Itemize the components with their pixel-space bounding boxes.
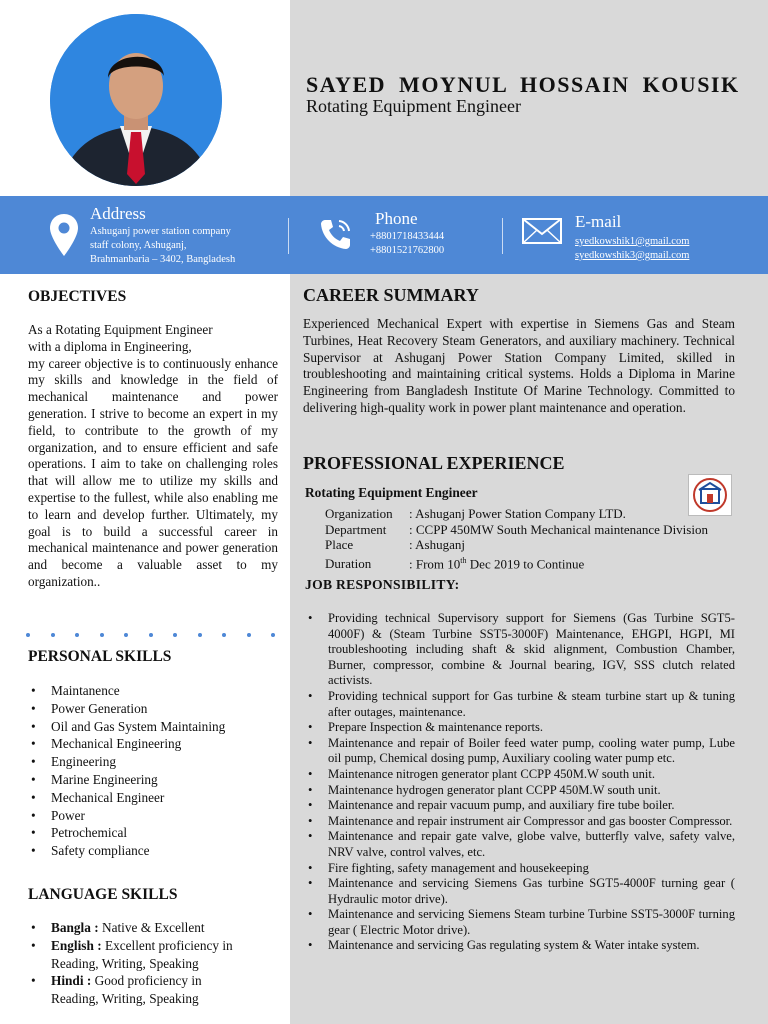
detail-key: Department	[325, 521, 387, 537]
skill-item: • Mechanical Engineer	[28, 789, 283, 807]
skill-item: • Maintanence	[28, 682, 283, 700]
objectives-heading: OBJECTIVES	[28, 288, 127, 305]
responsibility-item: • Maintenance and servicing Siemens Steam turbine Turbine SST5-3000F turning gear ( Electric Motor drive).	[303, 907, 735, 938]
language-name: Hindi :	[51, 973, 92, 989]
personal-skills-heading: PERSONAL SKILLS	[28, 648, 172, 665]
email-label: E-mail	[575, 212, 622, 231]
objectives-line: As a Rotating Equipment Engineer	[28, 322, 213, 337]
email-link[interactable]: syedkowshik1@gmail.com	[575, 236, 690, 247]
skill-item: • Oil and Gas System Maintaining	[28, 718, 283, 736]
language-level-detail: Reading, Writing, Speaking	[51, 955, 199, 971]
language-item	[28, 937, 283, 973]
phone-label: Phone	[375, 209, 418, 228]
responsibility-item: • Maintenance and repair vacuum pump, and auxiliary fire tube boiler.	[303, 798, 735, 814]
detail-key: Organization	[325, 506, 393, 521]
responsibility-item: • Maintenance and repair of Boiler feed water pump, cooling water pump, Lube oil pump, Chemical dosing pump, Auxiliary cooling water pump etc.	[303, 736, 735, 767]
envelope-icon	[522, 218, 562, 244]
responsibility-item: • Maintenance nitrogen generator plant CCPP 450M.W south unit.	[303, 767, 735, 783]
address-line: Ashuganj power station company	[90, 226, 231, 237]
responsibility-item: • Prepare Inspection & maintenance reports.	[303, 720, 735, 736]
detail-row	[325, 553, 708, 572]
phone-number[interactable]: +8801718433444	[370, 231, 445, 242]
candidate-name: SAYED MOYNUL HOSSAIN KOUSIK	[306, 72, 740, 97]
responsibility-item: • Fire fighting, safety management and housekeeping	[303, 861, 735, 877]
detail-value-sup: th	[460, 555, 467, 565]
phone-icon	[318, 216, 354, 252]
language-name: Bangla :	[51, 920, 99, 935]
experience-heading: PROFESSIONAL EXPERIENCE	[303, 453, 565, 473]
detail-key: Duration	[325, 556, 372, 572]
detail-value: : From 10	[409, 556, 461, 572]
location-pin-icon	[50, 214, 78, 256]
divider	[288, 218, 289, 254]
detail-row	[325, 522, 708, 538]
personal-skills-list	[28, 682, 283, 860]
address-text	[90, 225, 235, 267]
skill-item: • Petrochemical	[28, 824, 283, 842]
responsibility-item: • Providing technical support for Gas turbine & steam turbine start up & tuning after outages, maintenance.	[303, 689, 735, 720]
skill-item: • Power Generation	[28, 700, 283, 718]
objectives-text	[28, 322, 278, 591]
skill-item: • Engineering	[28, 753, 283, 771]
language-skills-heading: LANGUAGE SKILLS	[28, 886, 178, 903]
email-addresses	[575, 235, 689, 263]
responsibility-item: • Maintenance and repair instrument air Compressor and gas booster Compressor.	[303, 814, 735, 830]
detail-row	[325, 506, 708, 522]
experience-role: Rotating Equipment Engineer	[305, 485, 478, 500]
detail-value: : Ashuganj	[409, 537, 465, 553]
career-summary-heading: CAREER SUMMARY	[303, 285, 479, 305]
divider	[502, 218, 503, 254]
skill-item: • Marine Engineering	[28, 771, 283, 789]
language-level: Native & Excellent	[98, 920, 205, 935]
objectives-line: with a diploma in Engineering,	[28, 338, 192, 354]
language-name: English :	[51, 937, 102, 953]
responsibility-item: • Maintenance and servicing Gas regulating system & Water intake system.	[303, 938, 735, 954]
responsibility-heading: JOB RESPONSIBILITY:	[305, 577, 460, 592]
career-summary-text: Experienced Mechanical Expert with expertise in Siemens Gas and Steam Turbines, Heat Recovery Steam Generators, and auxiliary machinery. Technical Supervisor at Ashuganj Power Station Company Limited, skilled in troubleshooting and maintaining critical systems. Holds a Diploma in Marine Engineering from Bangladesh Institute Of Marine Technology. Committed to delivering high-quality work in power plant maintenance and operation.	[303, 316, 735, 415]
skill-item: • Power	[28, 807, 283, 825]
language-item	[28, 919, 283, 937]
language-level: Excellent proficiency in	[101, 937, 233, 953]
language-level: Good proficiency in	[91, 973, 202, 989]
language-item	[28, 972, 283, 1008]
detail-key: Place	[325, 537, 354, 553]
responsibility-item: • Providing technical Supervisory support for Siemens (Gas Turbine SGT5-4000F) & (Steam Turbine SST5-3000F) Maintenance, EHGPI, HGPI, MI troubleshooting including shaft & skid alignment, Combustion Chamber, Burner, compressor, combine & Journal bearing, IGV, SSS clutch related activists.	[303, 611, 735, 689]
contact-band	[0, 196, 768, 274]
responsibility-item: • Maintenance and repair gate valve, globe valve, butterfly valve, safety valve, NRV valve, control valves, etc.	[303, 829, 735, 860]
phone-number[interactable]: +8801521762800	[370, 245, 445, 256]
detail-value: : Ashuganj Power Station Company LTD.	[409, 506, 626, 521]
skill-item: • Safety compliance	[28, 842, 283, 860]
experience-details	[325, 506, 708, 572]
candidate-title: Rotating Equipment Engineer	[306, 96, 521, 116]
responsibility-item: • Maintenance hydrogen generator plant CCPP 450M.W south unit.	[303, 783, 735, 799]
responsibility-item: • Maintenance and servicing Siemens Gas turbine SGT5-4000F turning gear ( Hydraulic motor drive).	[303, 876, 735, 907]
responsibility-list	[303, 611, 735, 954]
objectives-body: my career objective is to continuously enhance my skills and knowledge in the field of mechanical maintenance and power generation. I strive to become an expert in my field, to contribute to the growth of my organization, and to ensure efficient and safe operations. I aim to take on challenging roles that will allow me to utilize my skills and expertise to the fullest, while also enabling me to learn and develop further. Ultimately, my goal is to build a successful career in mechanical maintenance and power generation and become a valuable asset to my organization..	[28, 355, 278, 589]
detail-value: : CCPP 450MW South Mechanical maintenance Division	[409, 521, 708, 537]
skill-item: • Mechanical Engineering	[28, 735, 283, 753]
dotted-divider	[26, 624, 296, 642]
email-link[interactable]: syedkowshik3@gmail.com	[575, 250, 690, 261]
address-line: Brahmanbaria – 3402, Bangladesh	[90, 254, 236, 265]
address-line: staff colony, Ashuganj,	[90, 240, 187, 251]
language-level-detail: Reading, Writing, Speaking	[51, 991, 199, 1007]
address-label: Address	[90, 204, 146, 223]
phone-numbers	[370, 230, 444, 258]
language-skills-list	[28, 919, 283, 1008]
detail-value: Dec 2019 to Continue	[466, 556, 585, 572]
profile-photo	[50, 14, 222, 186]
detail-row	[325, 537, 708, 553]
